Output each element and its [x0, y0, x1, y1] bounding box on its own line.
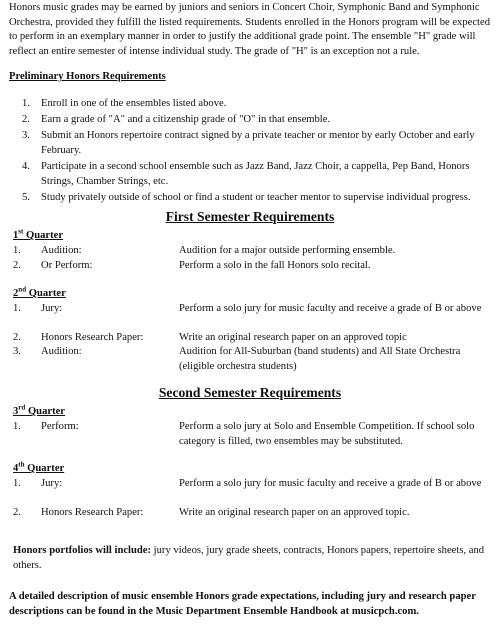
list-item	[22, 113, 490, 128]
portfolio-text: jury videos, jury grade sheets, contracts, Honors papers, repertoire sheets, and others.	[13, 545, 485, 571]
list-item	[22, 97, 490, 112]
row-label: Jury:	[41, 303, 63, 314]
row-description: Write an original research paper on an approved topic	[179, 332, 407, 343]
closing-note: A detailed description of music ensemble Honors grade expectations, including jury and research paper descriptions can be found in the Music Department Ensemble Handbook at musicpch.com.	[9, 591, 476, 617]
quarter-number: 1	[13, 230, 19, 241]
row-number: 3.	[13, 346, 21, 357]
row-label: Honors Research Paper:	[41, 332, 144, 343]
quarter-suffix: rd	[18, 403, 26, 412]
row-description: Audition for All-Suburban (band students) and All State Orchestra (eligible orchestra students)	[179, 346, 461, 372]
list-number: 4.	[22, 161, 30, 173]
row-description: Perform a solo in the fall Honors solo recital.	[179, 260, 371, 271]
row-number: 1.	[13, 478, 21, 489]
row-label: Audition:	[41, 346, 82, 357]
list-text: Enroll in one of the ensembles listed above.	[41, 98, 227, 109]
list-item	[22, 191, 490, 206]
row-number: 2.	[13, 332, 21, 343]
second-semester-heading: Second Semester Requirements	[158, 385, 342, 400]
preliminary-list	[22, 97, 490, 207]
quarter-2-heading	[13, 287, 66, 302]
list-text: Earn a grade of "A" and a citizenship grade of "O" in that ensemble.	[41, 114, 331, 126]
quarter-number: 2	[13, 288, 19, 299]
intro-paragraph: Honors music grades may be earned by juniors and seniors in Concert Choir, Symphonic Band and Symphonic Orchestra, provided they fulfill the listed requirements. Students enrolled in the Honors program will be expected to perform in an exemplary manner in order to justify the additional grade point. The ensemble "H" grade will reflect an entire semester of intense individual study. The grade of "H" is an exception not a rule.	[9, 2, 491, 57]
row-description: Perform a solo jury for music faculty and receive a grade of B or above	[179, 478, 482, 489]
row-number: 1.	[13, 303, 21, 314]
row-label: Honors Research Paper:	[41, 507, 144, 518]
row-number: 1.	[13, 421, 21, 432]
quarter-3-heading	[13, 405, 65, 420]
row-description: Audition for a major outside performing ensemble.	[179, 245, 396, 256]
list-number: 1.	[22, 98, 30, 109]
row-number: 2.	[13, 507, 21, 518]
list-number: 3.	[22, 130, 30, 142]
list-item	[22, 160, 490, 189]
quarter-word: Quarter	[24, 463, 65, 474]
first-semester-heading: First Semester Requirements	[165, 209, 335, 224]
row-description: Perform a solo jury at Solo and Ensemble Competition. If school solo category is filled, two ensembles may be substituted.	[179, 421, 475, 447]
portfolio-note	[13, 544, 487, 573]
quarter-word: Quarter	[23, 230, 64, 241]
quarter-4-heading	[13, 462, 64, 477]
row-number: 2.	[13, 260, 21, 271]
quarter-word: Quarter	[26, 288, 66, 299]
row-label: Audition:	[41, 245, 82, 256]
list-item	[22, 129, 490, 158]
row-number: 1.	[13, 245, 21, 256]
list-text: Submit an Honors repertoire contract signed by a private teacher or mentor by early October and early February.	[41, 130, 475, 156]
preliminary-heading: Preliminary Honors Requirements	[9, 71, 166, 82]
quarter-word: Quarter	[25, 406, 66, 417]
list-text: Study privately outside of school or find a student or teacher mentor to supervise individual progress.	[41, 191, 471, 203]
intro-block	[9, 1, 493, 59]
quarter-number: 4	[13, 463, 19, 474]
quarter-number: 3	[13, 406, 19, 417]
portfolio-label: Honors portfolios will include:	[13, 545, 152, 556]
quarter-suffix: st	[18, 227, 24, 236]
row-label: Perform:	[41, 421, 79, 432]
row-description: Write an original research paper on an approved topic.	[179, 507, 410, 518]
list-number: 5.	[22, 191, 30, 203]
quarter-suffix: th	[18, 460, 25, 469]
row-label: Jury:	[41, 478, 63, 489]
quarter-1-heading	[13, 229, 63, 244]
quarter-suffix: nd	[18, 285, 27, 294]
row-label: Or Perform:	[41, 260, 93, 271]
list-text: Participate in a second school ensemble such as Jazz Band, Jazz Choir, a cappella, Pep Band, Honors Strings, Chamber Strings, etc.	[41, 161, 470, 187]
row-description: Perform a solo jury for music faculty and receive a grade of B or above	[179, 303, 482, 314]
list-number: 2.	[22, 114, 30, 126]
